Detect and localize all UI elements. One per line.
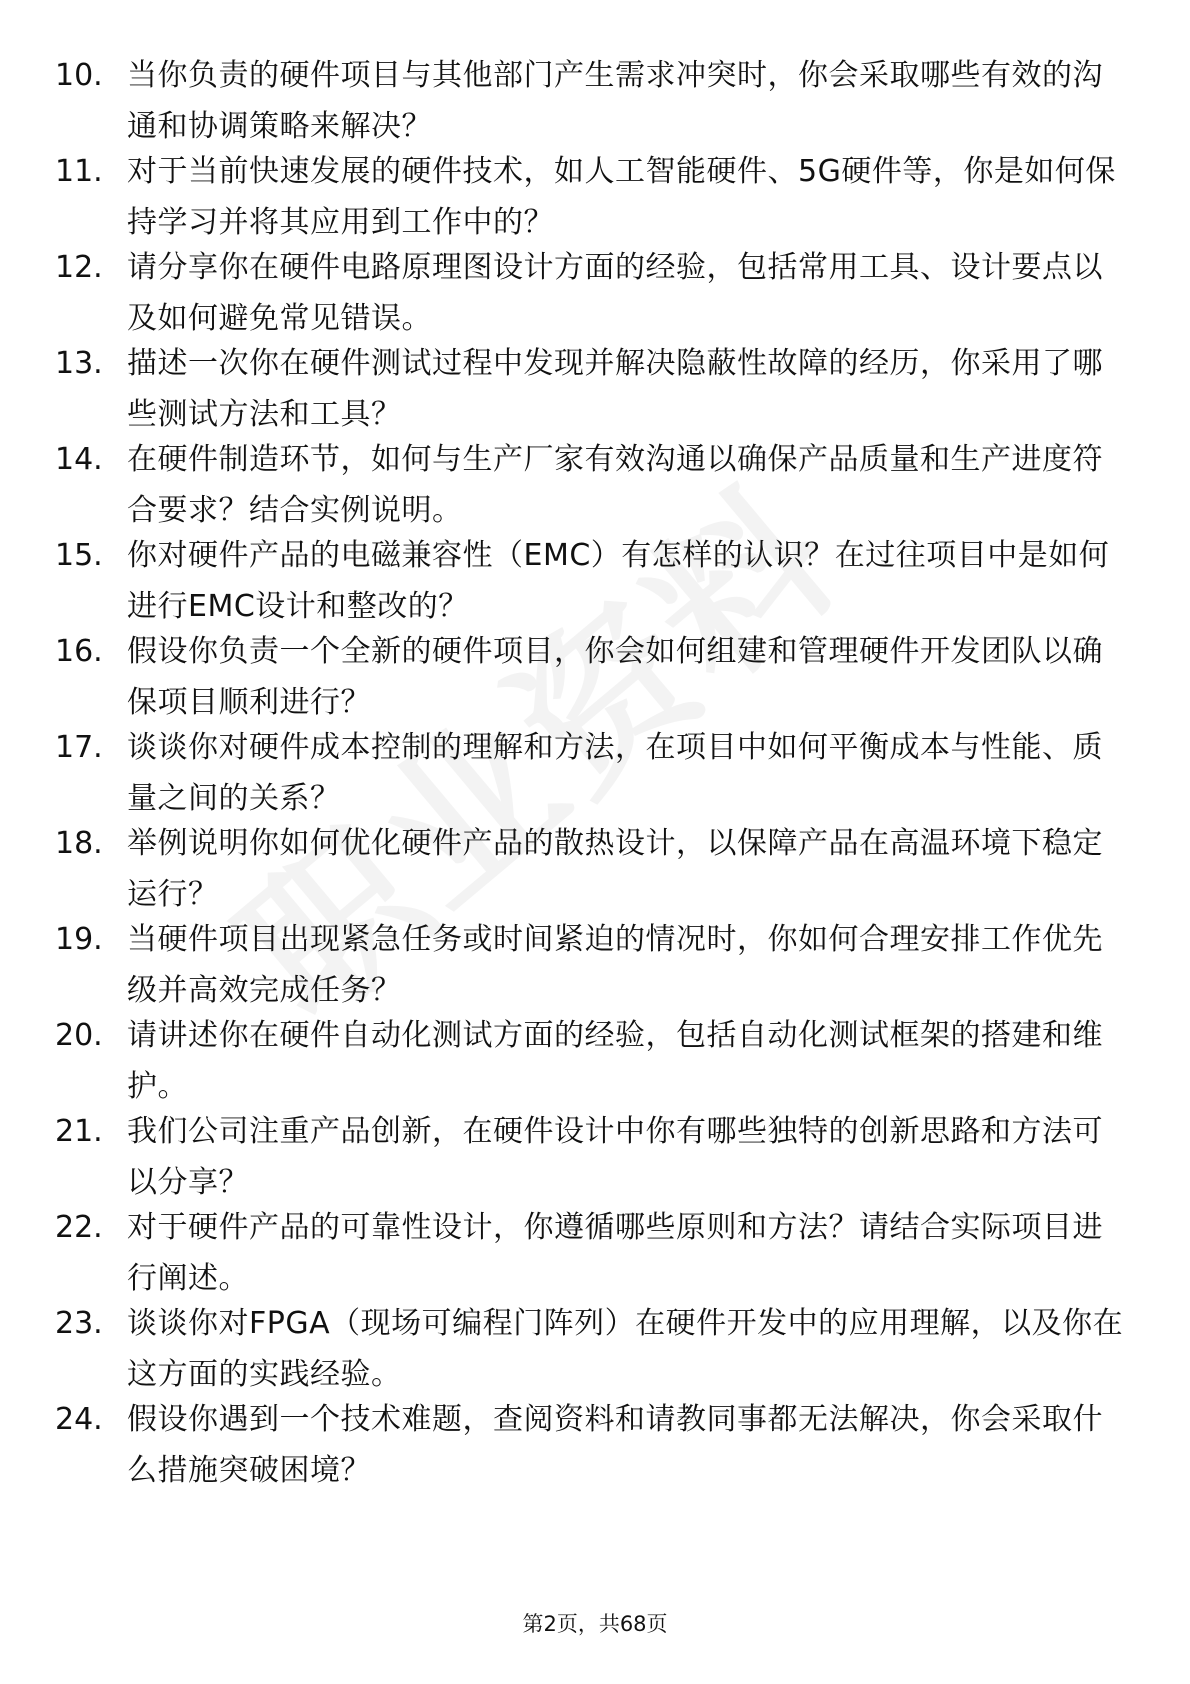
- question-number: 19.: [55, 922, 103, 957]
- question-text: 假设你遇到一个技术难题，查阅资料和请教同事都无法解决，你会采取什么措施突破困境？: [127, 1402, 1103, 1488]
- question-item: [55, 338, 1135, 448]
- question-item: [55, 1202, 1135, 1312]
- question-text: 我们公司注重产品创新，在硬件设计中你有哪些独特的创新思路和方法可以分享？: [127, 1114, 1103, 1200]
- question-number: 17.: [55, 730, 103, 765]
- question-text: 谈谈你对硬件成本控制的理解和方法，在项目中如何平衡成本与性能、质量之间的关系？: [127, 730, 1103, 816]
- question-item: [55, 242, 1135, 352]
- question-number: 13.: [55, 346, 103, 381]
- question-number: 20.: [55, 1018, 103, 1053]
- question-text: 假设你负责一个全新的硬件项目，你会如何组建和管理硬件开发团队以确保项目顺利进行？: [127, 634, 1103, 720]
- question-number: 12.: [55, 250, 103, 285]
- question-item: [55, 1394, 1135, 1504]
- page-footer: [0, 1608, 1190, 1638]
- question-text: 举例说明你如何优化硬件产品的散热设计，以保障产品在高温环境下稳定运行？: [127, 826, 1103, 912]
- question-text: 你对硬件产品的电磁兼容性（EMC）有怎样的认识？在过往项目中是如何进行EMC设计和整改的？: [127, 538, 1110, 624]
- question-number: 15.: [55, 538, 103, 573]
- question-item: [55, 530, 1135, 640]
- question-text: 对于硬件产品的可靠性设计，你遵循哪些原则和方法？请结合实际项目进行阐述。: [127, 1210, 1103, 1296]
- question-item: [55, 722, 1135, 832]
- page-number-label: 第2页，共68页: [522, 1612, 668, 1636]
- question-number: 21.: [55, 1114, 103, 1149]
- question-text: 当硬件项目出现紧急任务或时间紧迫的情况时，你如何合理安排工作优先级并高效完成任务？: [127, 922, 1103, 1008]
- question-number: 22.: [55, 1210, 103, 1245]
- question-text: 请分享你在硬件电路原理图设计方面的经验，包括常用工具、设计要点以及如何避免常见错误。: [127, 250, 1103, 336]
- question-text: 请讲述你在硬件自动化测试方面的经验，包括自动化测试框架的搭建和维护。: [127, 1018, 1103, 1104]
- question-text: 谈谈你对FPGA（现场可编程门阵列）在硬件开发中的应用理解，以及你在这方面的实践经验。: [127, 1306, 1124, 1392]
- question-item: [55, 914, 1135, 1024]
- question-text: 对于当前快速发展的硬件技术，如人工智能硬件、5G硬件等，你是如何保持学习并将其应用到工作中的？: [127, 154, 1116, 240]
- question-text: 在硬件制造环节，如何与生产厂家有效沟通以确保产品质量和生产进度符合要求？结合实例说明。: [127, 442, 1103, 528]
- question-item: [55, 818, 1135, 928]
- question-number: 18.: [55, 826, 103, 861]
- question-number: 23.: [55, 1306, 103, 1341]
- question-item: [55, 146, 1135, 256]
- question-text: 当你负责的硬件项目与其他部门产生需求冲突时，你会采取哪些有效的沟通和协调策略来解决？: [127, 58, 1103, 144]
- question-number: 24.: [55, 1402, 103, 1437]
- question-number: 10.: [55, 58, 103, 93]
- question-item: [55, 434, 1135, 544]
- question-item: [55, 1106, 1135, 1216]
- question-text: 描述一次你在硬件测试过程中发现并解决隐蔽性故障的经历，你采用了哪些测试方法和工具？: [127, 346, 1103, 432]
- question-item: [55, 1298, 1135, 1408]
- question-number: 14.: [55, 442, 103, 477]
- question-item: [55, 1010, 1135, 1120]
- question-item: [55, 50, 1135, 160]
- question-number: 11.: [55, 154, 103, 189]
- question-item: [55, 626, 1135, 736]
- question-number: 16.: [55, 634, 103, 669]
